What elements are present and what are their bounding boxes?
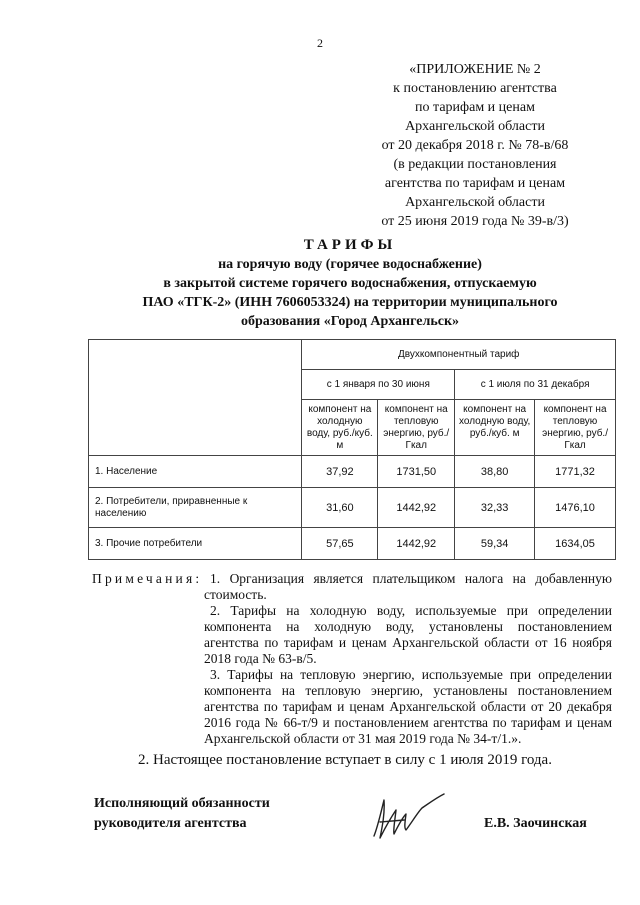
component-header: компонент на тепловую энергию, руб./Гкал [535,400,616,456]
appendix-line: от 25 июня 2019 года № 39-в/3) [381,214,569,229]
value-cell: 1442,92 [378,488,455,528]
value-cell: 1771,32 [535,456,616,488]
title-line: на горячую воду (горячее водоснабжение) [218,257,482,272]
signoff-name: Е.В. Заочинская [484,816,587,831]
value-cell: 59,34 [455,528,535,560]
signoff-position-line: руководителя агентства [94,816,247,831]
component-header: компонент на тепловую энергию, руб./Гкал [378,400,455,456]
appendix-line: «ПРИЛОЖЕНИЕ № 2 [409,62,541,77]
appendix-line: по тарифам и ценам [415,100,535,115]
appendix-line: Архангельской области [405,119,545,134]
appendix-line: (в редакции постановления [393,157,557,172]
table-row [89,456,616,488]
signature-image [360,786,450,846]
page-number: 2 [317,36,323,50]
tariff-table [88,339,616,560]
value-cell: 37,92 [302,456,378,488]
value-cell: 57,65 [302,528,378,560]
note-item: 3. Тарифы на тепловую энергию, используемые при определении компонента на тепловую энергию, установлены постановлением агентства по тарифам и ценам Архангельской области от 20 декабря 2016 года № 66-т/9 и постановлением агентства по тарифам и ценам Архангельской области от 31 мая 2019 года № 34-т/1.». [204,667,612,746]
title-line: в закрытой системе горячего водоснабжения, отпускаемую [163,276,537,291]
period-header: с 1 июля по 31 декабря [455,370,616,400]
effective-date-clause: 2. Настоящее постановление вступает в силу с 1 июля 2019 года. [138,752,552,768]
document-title [80,236,620,331]
category-header-cell [89,340,302,456]
value-cell: 1442,92 [378,528,455,560]
appendix-line: от 20 декабря 2018 г. № 78-в/68 [381,138,569,153]
group-header: Двухкомпонентный тариф [302,340,616,370]
component-header: компонент на холодную воду, руб./куб. м [455,400,535,456]
appendix-line: к постановлению агентства [393,81,557,96]
period-header: с 1 января по 30 июня [302,370,455,400]
table-row [89,528,616,560]
value-cell: 38,80 [455,456,535,488]
notes-list [204,571,612,747]
appendix-header [350,60,600,231]
title-line: образования «Город Архангельск» [240,314,460,329]
note-item: 1. Организация является плательщиком налога на добавленную стоимость. [204,571,612,602]
signoff-position-line: Исполняющий обязанности [94,796,270,811]
component-header: компонент на холодную воду, руб./куб. м [302,400,378,456]
title-line: ПАО «ТГК-2» (ИНН 7606053324) на территории муниципального [142,295,558,310]
notes-label: Примечания: [92,571,203,586]
value-cell: 31,60 [302,488,378,528]
table-row [89,488,616,528]
value-cell: 1731,50 [378,456,455,488]
appendix-line: агентства по тарифам и ценам [384,176,566,191]
category-cell: 2. Потребители, приравненные к населению [89,488,302,528]
value-cell: 1476,10 [535,488,616,528]
value-cell: 32,33 [455,488,535,528]
value-cell: 1634,05 [535,528,616,560]
signoff-position [94,794,270,834]
appendix-line: Архангельской области [405,195,545,210]
note-item: 2. Тарифы на холодную воду, используемые при определении компонента на холодную воду, установлены постановлением агентства по тарифам и ценам Архангельской области от 16 ноября 2018 года № 63-в/5. [204,603,612,666]
category-cell: 3. Прочие потребители [89,528,302,560]
title-main: ТАРИФЫ [303,237,397,253]
category-cell: 1. Население [89,456,302,488]
